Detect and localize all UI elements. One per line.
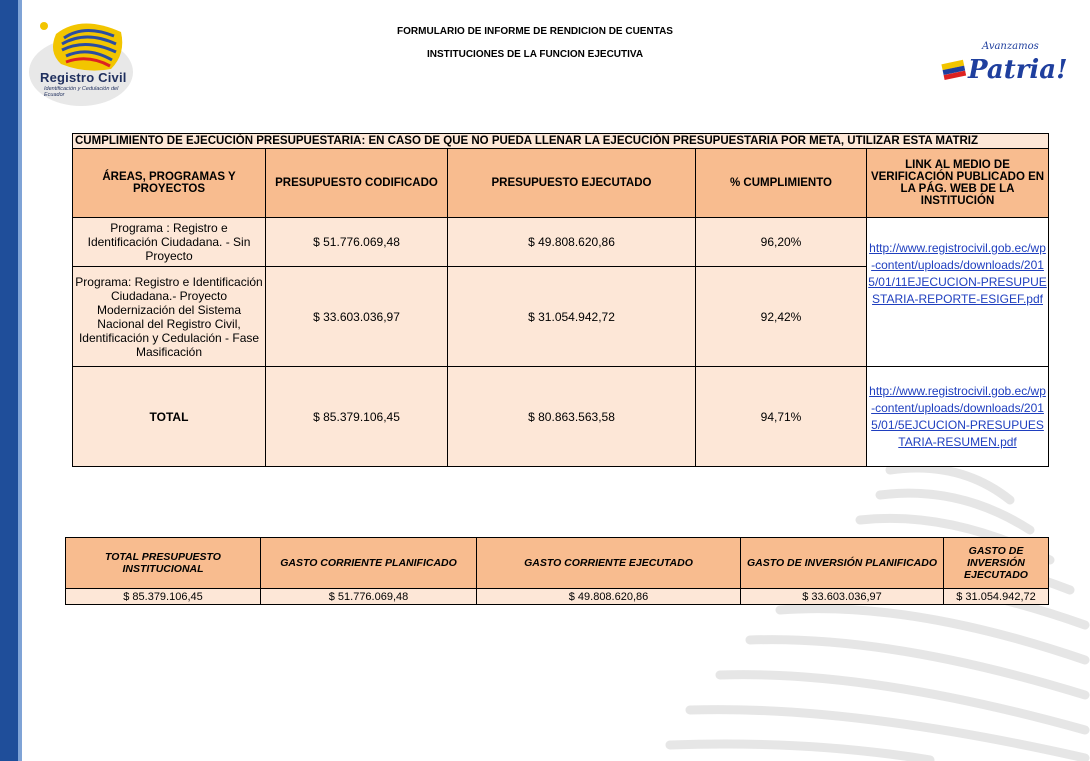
table-row	[73, 218, 1049, 267]
registro-civil-logo-name: Registro Civil	[40, 70, 127, 85]
page-subtitle: INSTITUCIONES DE LA FUNCION EJECUTIVA	[426, 49, 644, 60]
gasto-inversion-planificado-value: $ 33.603.036,97	[741, 589, 944, 605]
table-row	[66, 589, 1049, 605]
ejecutado-cell: $ 31.054.942,72	[448, 267, 696, 367]
left-accent-bar	[0, 0, 18, 761]
budget-execution-table	[72, 133, 1049, 467]
page-title: FORMULARIO DE INFORME DE RENDICION DE CUENTAS	[397, 26, 673, 37]
cumplimiento-cell: 92,42%	[696, 267, 867, 367]
header-link: LINK AL MEDIO DE VERIFICACIÓN PUBLICADO EN LA PÁG. WEB DE LA INSTITUCIÓN	[867, 149, 1049, 218]
header-gasto-corriente-ejecutado: GASTO CORRIENTE EJECUTADO	[477, 538, 741, 589]
total-cumplimiento-cell: 94,71%	[696, 367, 867, 467]
area-cell: Programa: Registro e Identificación Ciudadana.- Proyecto Modernización del Sistema Nacional del Registro Civil, Identificación y Cedulación - Fase Masificación	[73, 267, 266, 367]
header-gasto-inversion-ejecutado: GASTO DE INVERSIÓN EJECUTADO	[944, 538, 1049, 589]
header-areas: ÁREAS, PROGRAMAS Y PROYECTOS	[73, 149, 266, 218]
total-label: TOTAL	[73, 367, 266, 467]
header-total-presupuesto: TOTAL PRESUPUESTO INSTITUCIONAL	[66, 538, 261, 589]
header-gasto-corriente-planificado: GASTO CORRIENTE PLANIFICADO	[261, 538, 477, 589]
left-accent-stripe	[18, 0, 22, 761]
codificado-cell: $ 51.776.069,48	[266, 218, 448, 267]
area-cell: Programa : Registro e Identificación Ciudadana. - Sin Proyecto	[73, 218, 266, 267]
budget-table-caption: CUMPLIMIENTO DE EJECUCIÓN PRESUPUESTARIA: EN CASO DE QUE NO PUEDA LLENAR LA EJECUCIÓN PRESUPUESTARIA POR META, UTILIZAR ESTA MATRIZ	[73, 134, 1049, 149]
cumplimiento-cell: 96,20%	[696, 218, 867, 267]
total-presupuesto-value: $ 85.379.106,45	[66, 589, 261, 605]
table-row-total	[73, 367, 1049, 467]
gasto-inversion-ejecutado-value: $ 31.054.942,72	[944, 589, 1049, 605]
avanzamos-text: Avanzamos	[982, 41, 1039, 52]
avanzamos-patria-logo	[938, 36, 1068, 88]
header-presupuesto-ejecutado: PRESUPUESTO EJECUTADO	[448, 149, 696, 218]
registro-civil-logo-subtitle: Identificación y Cedulación del Ecuador	[44, 86, 119, 99]
total-codificado-cell: $ 85.379.106,45	[266, 367, 448, 467]
header-gasto-inversion-planificado: GASTO DE INVERSIÓN PLANIFICADO	[741, 538, 944, 589]
patria-text: Patria!	[968, 55, 1068, 85]
header-presupuesto-codificado: PRESUPUESTO CODIFICADO	[266, 149, 448, 218]
gasto-corriente-planificado-value: $ 51.776.069,48	[261, 589, 477, 605]
budget-summary-table	[65, 537, 1049, 605]
total-ejecutado-cell: $ 80.863.563,58	[448, 367, 696, 467]
codificado-cell: $ 33.603.036,97	[266, 267, 448, 367]
ejecutado-cell: $ 49.808.620,86	[448, 218, 696, 267]
verification-link-resumen[interactable]: http://www.registrocivil.gob.ec/wp-content/uploads/downloads/2015/01/5EJCUCION-PRESUPUESTARIA-RESUMEN.pdf	[867, 367, 1049, 467]
verification-link-esigef[interactable]: http://www.registrocivil.gob.ec/wp-content/uploads/downloads/2015/01/11EJECUCION-PRESUPUESTARIA-REPORTE-ESIGEF.pdf	[867, 218, 1049, 367]
gasto-corriente-ejecutado-value: $ 49.808.620,86	[477, 589, 741, 605]
header-cumplimiento: % CUMPLIMIENTO	[696, 149, 867, 218]
